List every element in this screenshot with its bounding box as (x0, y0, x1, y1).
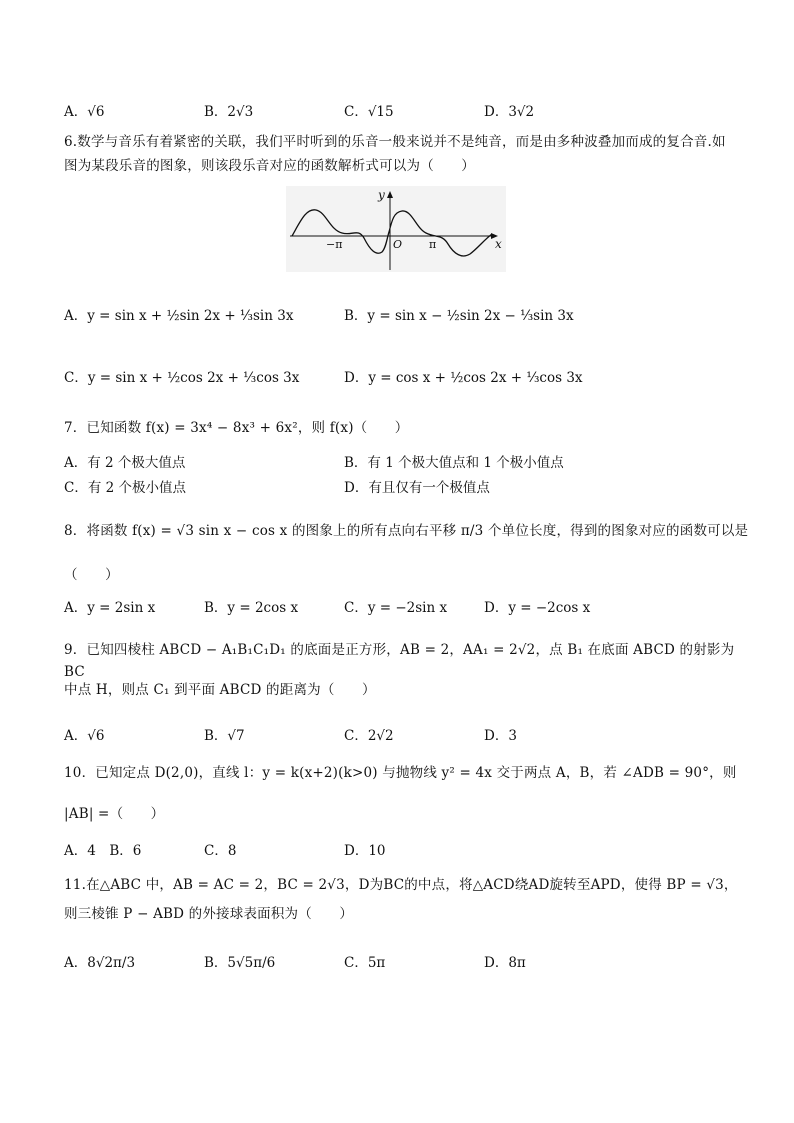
pi-label: π (429, 238, 437, 251)
origin-label: O (393, 238, 403, 251)
q10-option-d: D．10 (344, 843, 386, 859)
q9-option-b: B．√7 (204, 728, 245, 744)
q9-option-c: C．2√2 (344, 728, 394, 744)
q8-stem-continued: （ ） (64, 567, 119, 583)
q5-option-c: C．√15 (344, 104, 394, 120)
q11-option-d: D．8π (484, 955, 526, 971)
q11-stem-line2: 则三棱锥 P − ABD 的外接球表面积为（ ） (64, 906, 354, 922)
q6-stem-line1: 6.数学与音乐有着紧密的关联，我们平时听到的乐音一般来说并不是纯音，而是由多种波叠加而成的复合音.如 (64, 134, 726, 150)
q8-option-b: B．y = 2cos x (204, 600, 299, 616)
q5-option-d: D．3√2 (484, 104, 535, 120)
q11-stem-line1: 11.在△ABC 中，AB = AC = 2，BC = 2√3，D为BC的中点，将△ACD绕AD旋转至APD，使得 BP = √3， (64, 877, 738, 893)
q6-option-c: C．y = sin x + ½cos 2x + ⅓cos 3x (64, 370, 300, 386)
q5-option-b: B．2√3 (204, 104, 254, 120)
q9-stem-line1: 9．已知四棱柱 ABCD − A₁B₁C₁D₁ 的底面是正方形，AB = 2，AA₁ = 2√2，点 B₁ 在底面 ABCD 的射影为 BC (64, 642, 735, 680)
q8-stem: 8．将函数 f(x) = √3 sin x − cos x 的图象上的所有点向右平移 π/3 个单位长度，得到的图象对应的函数可以是 (64, 523, 749, 539)
q8-option-d: D．y = −2cos x (484, 600, 591, 616)
q8-option-a: A．y = 2sin x (64, 600, 156, 616)
q10-stem-line2: |AB| =（ ） (64, 806, 165, 822)
q6-option-a: A．y = sin x + ½sin 2x + ⅓sin 3x (64, 308, 294, 324)
q6-option-b: B．y = sin x − ½sin 2x − ⅓sin 3x (344, 308, 574, 324)
q7-option-d: D．有且仅有一个极值点 (344, 480, 490, 496)
q9-option-a: A．√6 (64, 728, 105, 744)
y-axis-label: y (378, 188, 385, 202)
q7-option-b: B．有 1 个极大值点和 1 个极小值点 (344, 455, 564, 471)
q8-option-c: C．y = −2sin x (344, 600, 448, 616)
q11-option-b: B．5√5π/6 (204, 955, 276, 971)
sound-wave-graph (286, 186, 506, 272)
q9-option-d: D．3 (484, 728, 517, 744)
q11-option-a: A．8√2π/3 (64, 955, 136, 971)
q10-stem-line1: 10．已知定点 D(2,0)，直线 l：y = k(x+2)(k>0) 与抛物线 y² = 4x 交于两点 A，B，若 ∠ADB = 90°，则 (64, 765, 737, 781)
q7-stem: 7．已知函数 f(x) = 3x⁴ − 8x³ + 6x²，则 f(x)（ ） (64, 420, 409, 436)
q7-option-a: A．有 2 个极大值点 (64, 455, 186, 471)
q6-stem-line2: 图为某段乐音的图象，则该段乐音对应的函数解析式可以为（ ） (64, 158, 475, 174)
q6-option-d: D．y = cos x + ½cos 2x + ⅓cos 3x (344, 370, 583, 386)
neg-pi-label: −π (326, 238, 343, 251)
q9-stem-line2: 中点 H，则点 C₁ 到平面 ABCD 的距离为（ ） (64, 682, 376, 698)
q5-option-a: A．√6 (64, 104, 105, 120)
x-axis-label: x (495, 237, 502, 251)
q11-option-c: C．5π (344, 955, 386, 971)
q10-option-c: C．8 (204, 843, 237, 859)
q7-option-c: C．有 2 个极小值点 (64, 480, 187, 496)
q10-option-ab: A．4 B．6 (64, 843, 142, 859)
